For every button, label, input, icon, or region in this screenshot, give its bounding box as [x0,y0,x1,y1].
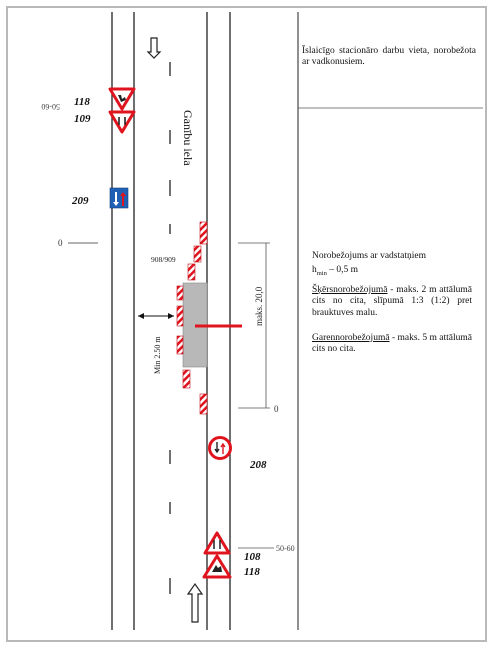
sign-118-top [110,89,134,109]
sign-118-bottom [204,556,230,577]
legend-long-barrier [312,333,472,356]
hmin-value: – 0,5 m [326,265,359,275]
sign-code-108-bottom: 108 [244,551,261,563]
distance-right-bottom: 50-60 [276,544,295,553]
cross-barrier-text: - maks. 2 m attālumā cits no cita, slīpumā 1:3 (1:2) pret brauktuves malu. [312,285,472,318]
sign-208 [210,438,231,459]
drawing-frame [6,6,487,642]
legend-note-heading: Norobežojums ar vadstatņiem [312,251,426,261]
down-arrow-icon [148,38,160,58]
min-width-label: Min 2.50 m [153,336,162,374]
hmin-label: h [312,265,317,275]
sign-code-109-top: 109 [74,113,91,125]
up-arrow-icon [188,584,202,622]
distance-left-zero: 0 [58,238,63,248]
sign-ref-label: 908/909 [151,255,176,264]
legend-cross-barrier [312,285,472,319]
distance-right-zero: 0 [274,404,279,414]
traffic-scheme [8,8,485,640]
street-name: Ganību iela [181,110,195,166]
sign-code-118-top: 118 [74,96,90,108]
legend-hmin [312,265,472,278]
sign-209 [110,188,128,208]
sign-108-bottom [205,533,229,553]
cross-barrier-term: Šķērsnorobežojumā [312,285,388,295]
sign-code-208: 208 [250,459,267,471]
hmin-subscript: min [316,269,327,277]
sign-109-top [110,112,134,132]
distance-left-top: 50-60 [41,102,60,111]
long-barrier-term: Garennorobežojumā [312,333,390,343]
sign-code-209: 209 [72,195,89,207]
legend-title: Īslaicīgo stacionāro darbu vieta, norobežota ar vadkonusiem. [302,46,476,68]
max-length-label: maks. 20,0 [254,286,264,326]
long-barrier-text: - maks. 5 m attālumā cits no cita. [312,333,472,355]
sign-code-118-bottom: 118 [244,566,260,578]
